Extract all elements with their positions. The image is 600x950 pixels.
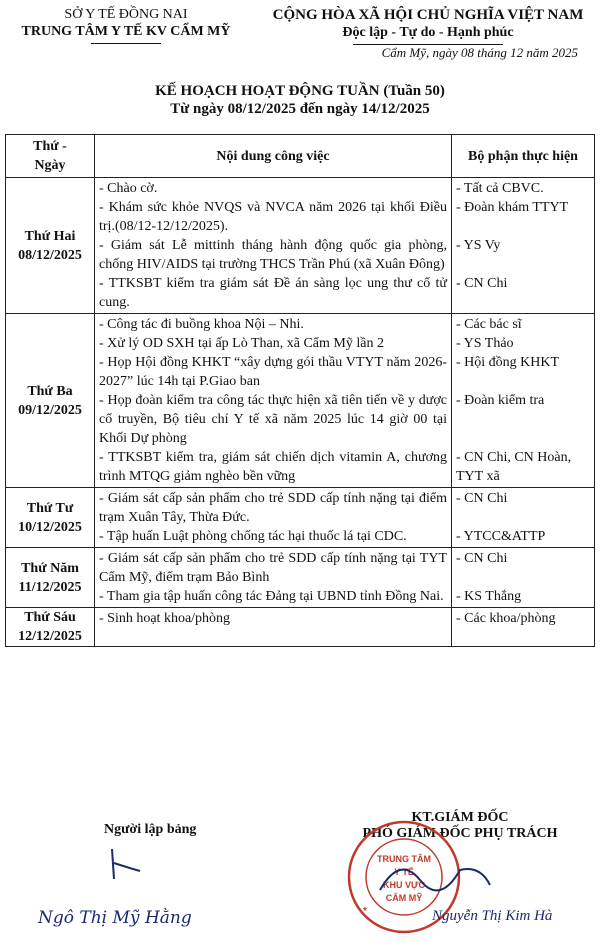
task-item: - Xử lý OD SXH tại ấp Lò Than, xã Cẩm Mỹ lần 2 [99,336,384,351]
date-label: 12/12/2025 [18,629,82,644]
task-item: - Tham gia tập huấn công tác Đảng tại UBND tỉnh Đồng Nai. [99,589,444,604]
issuing-authority [6,6,246,44]
dept-item: - KS Thắng [456,589,522,604]
nation-motto: Độc lập - Tự do - Hạnh phúc [342,25,514,40]
title-line-2: Từ ngày 08/12/2025 đến ngày 14/12/2025 [170,101,430,117]
date-label: 08/12/2025 [18,247,82,263]
dept-item: - Đoàn kiểm tra [456,393,545,408]
table-header-row [6,135,595,178]
approver-title-2: PHÓ GIÁM ĐỐC PHỤ TRÁCH [362,826,558,841]
dept-cell [452,314,595,488]
dept-item: - YS Vy [456,238,501,253]
table-row [6,488,595,548]
task-item: - Giám sát cấp sản phẩm cho trẻ SDD cấp tính nặng tại điểm trạm Xuân Tây, Thừa Đức. [99,491,447,525]
dept-item: - YTCC&ATTP [456,529,546,544]
header-day: Thứ - Ngày [6,135,95,178]
org-underline [91,43,161,44]
date-label: 10/12/2025 [18,519,82,535]
header-dept: Bộ phận thực hiện [452,135,595,178]
dept-item: - Đoàn khám TTYT [456,200,569,215]
national-heading [262,6,594,45]
task-item: - TTKSBT kiểm tra giám sát Đề án sàng lọc ung thư cổ tử cung. [99,276,447,310]
table-row [6,314,595,488]
org-line-2: TRUNG TÂM Y TẾ KV CẨM MỸ [21,24,231,39]
task-item: - Chào cờ. [99,181,158,196]
task-item: - Giám sát Lễ mittinh tháng hành động quốc gia phòng, chống HIV/AIDS tại trường THCS Trần Phú (xã Xuân Đông) [99,238,447,272]
preparer-initial-signature [100,845,150,885]
table-row [6,548,595,608]
dept-cell [452,548,595,608]
approver-signature-name: Nguyễn Thị Kim Hà [432,908,553,924]
day-cell [6,548,95,608]
dept-cell [452,608,595,647]
svg-text:KHU VỰC: KHU VỰC [383,880,425,890]
dept-item: - Các khoa/phòng [456,611,556,626]
content-cell [95,608,452,647]
weekday-label: Thứ Sáu [24,610,76,625]
content-cell [95,178,452,314]
weekday-label: Thứ Tư [26,500,74,516]
table-row [6,178,595,314]
day-cell [6,488,95,548]
content-cell [95,314,452,488]
day-cell [6,178,95,314]
svg-text:*: * [363,906,367,917]
task-item: - Họp Hội đồng KHKT “xây dựng gói thầu VTYT năm 2026-2027” lúc 14h tại P.Giao ban [99,355,447,389]
dept-item: - CN Chi [456,491,508,506]
task-item: - Khám sức khỏe NVQS và NVCA năm 2026 tại khối Điều trị.(08/12-12/12/2025). [99,200,447,234]
day-cell [6,314,95,488]
dept-item: - Các bác sĩ [456,317,522,332]
date-label: 09/12/2025 [18,402,82,418]
preparer-title: Người lập bảng [104,822,197,837]
title-line-1: KẾ HOẠCH HOẠT ĐỘNG TUẦN (Tuần 50) [155,83,445,99]
task-item: - Sinh hoạt khoa/phòng [99,611,231,626]
dept-item: - Hội đồng KHKT [456,355,560,370]
day-cell [6,608,95,647]
header-content: Nội dung công việc [95,135,452,178]
date-label: 11/12/2025 [18,579,82,595]
approver-title-1: KT.GIÁM ĐỐC [411,810,509,825]
content-cell [95,488,452,548]
dept-cell [452,488,595,548]
svg-text:Y TẾ: Y TẾ [394,867,414,877]
document-date: Cẩm Mỹ, ngày 08 tháng 12 năm 2025 [381,45,578,60]
document-title [0,82,600,118]
nation-line-1: CỘNG HÒA XÃ HỘI CHỦ NGHĨA VIỆT NAM [272,7,584,23]
svg-text:CẨM MỸ: CẨM MỸ [385,893,423,903]
dept-cell [452,178,595,314]
weekday-label: Thứ Năm [21,560,79,576]
weekday-label: Thứ Hai [24,228,76,244]
weekly-plan-table [5,134,595,647]
dept-item: - YS Thảo [456,336,514,351]
task-item: - TTKSBT kiểm tra, giám sát chiến dịch vitamin A, chương trình MTQG giảm nghèo bền vững [99,450,447,484]
table-row [6,608,595,647]
dept-item: - CN Chi, CN Hoàn, TYT xã [456,450,572,484]
preparer-signature-name: Ngô Thị Mỹ Hằng [38,908,192,928]
approver-signature-scribble [370,850,500,910]
weekday-label: Thứ Ba [27,383,73,399]
task-item: - Công tác đi buồng khoa Nội – Nhi. [99,317,304,332]
dept-item: - Tất cả CBVC. [456,181,544,196]
dept-item: - CN Chi [456,276,508,291]
dept-item: - CN Chi [456,551,508,566]
svg-text:TRUNG TÂM: TRUNG TÂM [377,854,431,864]
content-cell [95,548,452,608]
task-item: - Tập huấn Luật phòng chống tác hại thuốc lá tại CDC. [99,529,407,544]
task-item: - Họp đoàn kiểm tra công tác thực hiện xã tiên tiến về y dược cổ truyền, Bộ tiêu chí Y tế xã năm 2025 lúc 14 giờ 00 tại Khối Dự phòng [99,393,447,446]
task-item: - Giám sát cấp sản phẩm cho trẻ SDD cấp tính nặng tại TYT Cẩm Mỹ, điểm trạm Bảo Bình [99,551,447,585]
org-line-1: SỞ Y TẾ ĐỒNG NAI [64,7,188,22]
